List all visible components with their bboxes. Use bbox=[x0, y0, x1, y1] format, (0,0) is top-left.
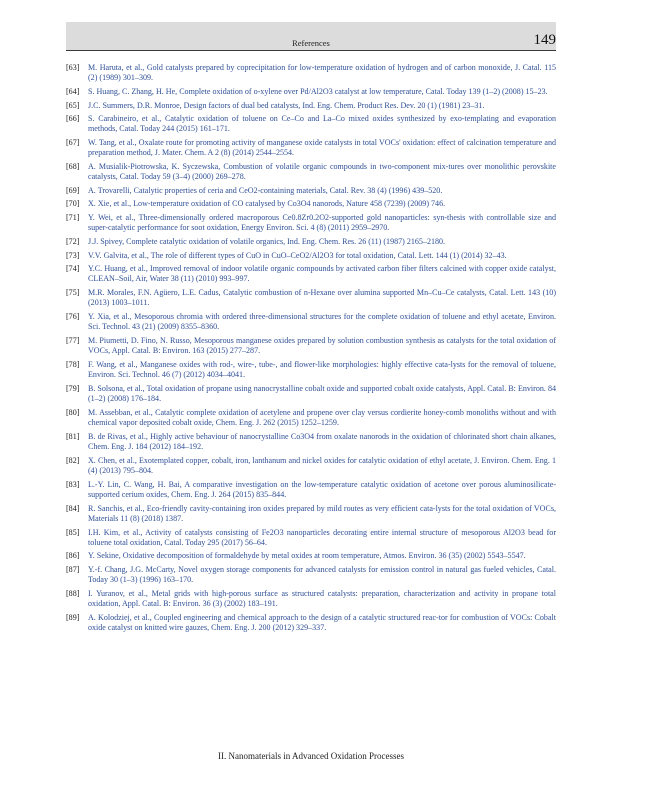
reference-item bbox=[66, 186, 556, 196]
reference-item bbox=[66, 288, 556, 309]
reference-number: [74] bbox=[66, 264, 80, 274]
reference-number: [83] bbox=[66, 479, 80, 489]
reference-number: [75] bbox=[66, 288, 80, 297]
reference-item bbox=[66, 589, 556, 610]
reference-number: [80] bbox=[66, 407, 80, 417]
reference-link[interactable]: Y. Sekine, Oxidative decomposition of formaldehyde by metal oxides at room temperature, Atmos. Environ. 36 (35) (2002) 5543–5547. bbox=[88, 551, 526, 561]
reference-number: [68] bbox=[66, 161, 80, 171]
reference-link[interactable]: Y. Xia, et al., Mesoporous chromia with ordered three-dimensional structures for the complete oxidation of toluene and ethyl acetate, Environ. Sci. Technol. 43 (21) (2009) 8355–8360. bbox=[88, 311, 556, 332]
reference-item bbox=[66, 101, 556, 111]
reference-link[interactable]: M.R. Morales, F.N. Agüero, L.E. Cadus, Catalytic combustion of n-Hexane over alumina supported Mn–Cu–Ce catalysts, Catal. Lett. 143 (10) (2013) 1003–1011. bbox=[88, 288, 556, 308]
reference-link[interactable]: V.V. Galvita, et al., The role of different types of CuO in CuO–CeO2/Al2O3 for total oxidation, Catal. Lett. 144 (1) (2014) 32–43. bbox=[88, 250, 507, 260]
reference-number: [66] bbox=[66, 114, 80, 124]
reference-link[interactable]: J.J. Spivey, Complete catalytic oxidation of volatile organics, Ind. Eng. Chem. Res. 26 (11) (1987) 2165–2180. bbox=[88, 236, 446, 246]
reference-number: [72] bbox=[66, 236, 80, 246]
reference-link[interactable]: Y.C. Huang, et al., Improved removal of indoor volatile organic compounds by activated carbon fiber filters calcined with copper oxide catalyst, CLEAN–Soil, Air, Water 38 (11) (2010) 993–997. bbox=[88, 264, 556, 284]
reference-item bbox=[66, 480, 556, 501]
reference-item bbox=[66, 504, 556, 525]
reference-number: [79] bbox=[66, 383, 80, 393]
reference-number: [82] bbox=[66, 455, 80, 465]
reference-number: [64] bbox=[66, 86, 80, 96]
reference-link[interactable]: I.H. Kim, et al., Activity of catalysts consisting of Fe2O3 nanoparticles decorating entire internal structure of mesoporous Al2O3 bead for toluene total oxidation, Catal. Today 295 (2017) 56–64. bbox=[88, 527, 556, 547]
reference-link[interactable]: B. de Rivas, et al., Highly active behaviour of nanocrystalline Co3O4 from oxalate nanorods in the oxidation of chlorinated short chain alkanes, Chem. Eng. J. 184 (2012) 184–192. bbox=[88, 431, 556, 452]
reference-item bbox=[66, 408, 556, 429]
reference-link[interactable]: M. Haruta, et al., Gold catalysts prepared by coprecipitation for low-temperature oxidation of hydrogen and of carbon monoxide, J. Catal. 115 (2) (1989) 301–309. bbox=[88, 63, 556, 83]
reference-link[interactable]: A. Musialik-Piotrowska, K. Syczewska, Combustion of volatile organic compounds in two-component mix-tures over monolithic perovskite catalysts, Catal. Today 59 (3–4) (2000) 269–278. bbox=[88, 161, 556, 182]
reference-item bbox=[66, 114, 556, 135]
reference-number: [87] bbox=[66, 565, 80, 575]
reference-item bbox=[66, 264, 556, 285]
reference-link[interactable]: A. Kolodziej, et al., Coupled engineering and chemical approach to the design of a catalytic structured reac-tor for combustion of VOCs: Cobalt oxide catalyst on knitted wire gauzes, Chem. Eng. J. 200 (2012) 329–337. bbox=[88, 612, 556, 633]
reference-item bbox=[66, 565, 556, 586]
reference-link[interactable]: S. Huang, C. Zhang, H. He, Complete oxidation of o-xylene over Pd/Al2O3 catalyst at low temperature, Catal. Today 139 (1–2) (2008) 15–23. bbox=[88, 86, 548, 96]
footer-section-title: II. Nanomaterials in Advanced Oxidation Processes bbox=[218, 751, 404, 761]
reference-item bbox=[66, 456, 556, 477]
reference-link[interactable]: F. Wang, et al., Manganese oxides with rod-, wire-, tube-, and flower-like morphologies: highly effective cata-lysts for the removal of toluene, Environ. Sci. Technol. 46 (7) (2012) 4034–4041. bbox=[88, 359, 556, 380]
reference-number: [88] bbox=[66, 588, 80, 598]
reference-number: [86] bbox=[66, 551, 80, 561]
reference-item bbox=[66, 251, 556, 261]
reference-number: [69] bbox=[66, 185, 80, 195]
reference-number: [89] bbox=[66, 612, 80, 622]
reference-item bbox=[66, 63, 556, 84]
reference-number: [73] bbox=[66, 250, 80, 260]
reference-number: [76] bbox=[66, 311, 80, 321]
reference-number: [84] bbox=[66, 503, 80, 513]
reference-number: [78] bbox=[66, 359, 80, 369]
reference-link[interactable]: W. Tang, et al., Oxalate route for promoting activity of manganese oxide catalysts in total VOCs' oxidation: effect of calcination temperature and preparation method, J. Mater. Chem. A 2 (8) (2014) 2544–2554. bbox=[88, 138, 556, 158]
reference-item bbox=[66, 360, 556, 381]
running-head: References bbox=[292, 38, 330, 48]
reference-link[interactable]: Y. Wei, et al., Three-dimensionally ordered macroporous Ce0.8Zr0.2O2-supported gold nanoparticles: syn-thesis with controllable size and super-catalytic performance for soot oxidation, Energy Environ. Sci. 4 (8) (2011) 2959–2970. bbox=[88, 213, 556, 233]
reference-number: [67] bbox=[66, 138, 80, 147]
reference-item bbox=[66, 336, 556, 357]
reference-number: [81] bbox=[66, 431, 80, 441]
reference-item bbox=[66, 87, 556, 97]
reference-item bbox=[66, 432, 556, 453]
reference-link[interactable]: I. Yuranov, et al., Metal grids with high-porous surface as structured catalysts: preparation, characterization and activity in propane total oxidation, Appl. Catal. B: Environ. 36 (3) (2002) 183–191. bbox=[88, 588, 556, 609]
reference-item bbox=[66, 551, 556, 561]
reference-item bbox=[66, 613, 556, 634]
reference-link[interactable]: L.-Y. Lin, C. Wang, H. Bai, A comparative investigation on the low-temperature catalytic oxidation of acetone over porous aluminosilicate-supported cerium oxides, Chem. Eng. J. 264 (2015) 835–844. bbox=[88, 479, 556, 500]
reference-number: [63] bbox=[66, 63, 80, 72]
reference-item bbox=[66, 237, 556, 247]
reference-link[interactable]: R. Sanchis, et al., Eco-friendly cavity-containing iron oxides prepared by mild routes as very efficient cata-lysts for the total oxidation of VOCs, Materials 11 (8) (2018) 1387. bbox=[88, 503, 556, 523]
reference-link[interactable]: B. Solsona, et al., Total oxidation of propane using nanocrystalline cobalt oxide and supported cobalt oxide catalysts, Appl. Catal. B: Environ. 84 (1–2) (2008) 176–184. bbox=[88, 383, 556, 404]
reference-item bbox=[66, 162, 556, 183]
reference-item bbox=[66, 528, 556, 549]
reference-link[interactable]: X. Chen, et al., Exotemplated copper, cobalt, iron, lanthanum and nickel oxides for catalytic oxidation of ethyl acetate, J. Environ. Chem. Eng. 1 (4) (2013) 795–804. bbox=[88, 455, 556, 476]
reference-link[interactable]: J.C. Summers, D.R. Monroe, Design factors of dual bed catalysts, Ind. Eng. Chem. Product Res. Dev. 20 (1) (1981) 23–31. bbox=[88, 100, 485, 110]
reference-number: [71] bbox=[66, 213, 80, 222]
reference-item bbox=[66, 138, 556, 159]
reference-number: [77] bbox=[66, 335, 80, 345]
reference-link[interactable]: X. Xie, et al., Low-temperature oxidation of CO catalysed by Co3O4 nanorods, Nature 458 (7239) (2009) 746. bbox=[88, 199, 446, 209]
page-number: 149 bbox=[533, 32, 556, 48]
reference-link[interactable]: Y.-f. Chang, J.G. McCarty, Novel oxygen storage components for advanced catalysts for emission control in natural gas fueled vehicles, Catal. Today 30 (1–3) (1996) 163–170. bbox=[88, 565, 556, 585]
reference-number: [65] bbox=[66, 100, 80, 110]
header-rule bbox=[66, 50, 556, 51]
reference-item bbox=[66, 199, 556, 209]
reference-link[interactable]: A. Trovarelli, Catalytic properties of ceria and CeO2-containing materials, Catal. Rev. 38 (4) (1996) 439–520. bbox=[88, 185, 443, 195]
reference-item bbox=[66, 384, 556, 405]
reference-number: [85] bbox=[66, 527, 80, 537]
reference-item bbox=[66, 312, 556, 333]
reference-list bbox=[66, 63, 556, 637]
reference-number: [70] bbox=[66, 199, 80, 209]
reference-link[interactable]: S. Carabineiro, et al., Catalytic oxidation of toluene on Ce–Co and La–Co mixed oxides synthesized by exo-templating and evaporation methods, Catal. Today 244 (2015) 161–171. bbox=[88, 114, 556, 134]
reference-link[interactable]: M. Assebban, et al., Catalytic complete oxidation of acetylene and propene over clay versus cordierite honey-comb monoliths without and with chemical vapor deposited cobalt oxide, Chem. Eng. J. 262 (2015) 1252–1259. bbox=[88, 407, 556, 428]
reference-item bbox=[66, 213, 556, 234]
reference-link[interactable]: M. Piumetti, D. Fino, N. Russo, Mesoporous manganese oxides prepared by solution combustion synthesis as catalysts for the total oxidation of VOCs, Appl. Catal. B: Environ. 163 (2015) 277–287. bbox=[88, 335, 556, 356]
